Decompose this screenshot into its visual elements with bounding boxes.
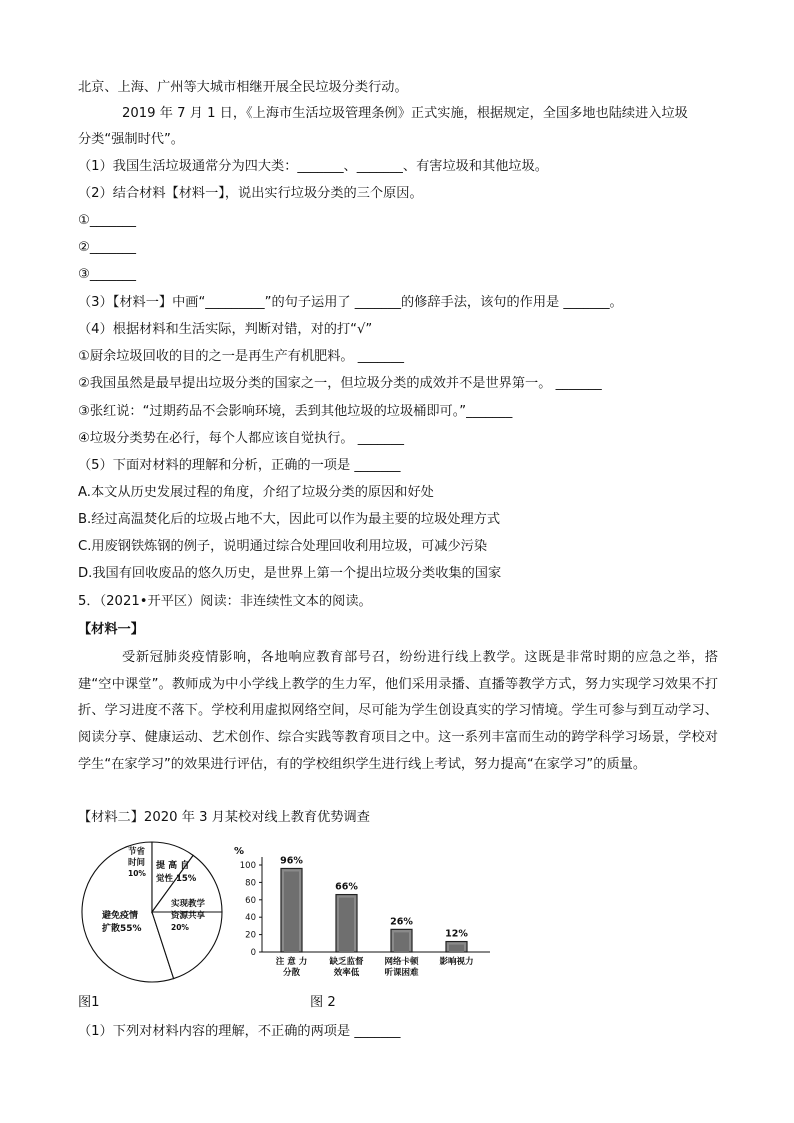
figure-1-caption: 图1: [78, 995, 100, 1010]
answer-blank-1: ①_______: [78, 213, 136, 228]
text-line: 2019 年 7 月 1 日，《上海市生活垃圾管理条例》正式实施，根据规定，全国多地也陆续进入垃圾: [122, 106, 688, 121]
option-c: C.用废钢铁炼钢的例子，说明通过综合处理回收利用垃圾，可减少污染: [78, 539, 488, 554]
material-1-heading: 【材料一】: [78, 622, 144, 637]
option-d: D.我国有回收废品的悠久历史，是世界上第一个提出垃圾分类收集的国家: [78, 566, 502, 581]
category-label: 分散: [282, 968, 301, 978]
question-3: （3）【材料一】中画“_________”的句子运用了 _______的修辞手法，该句的作用是 _______。: [78, 295, 623, 310]
pie-chart: [78, 838, 228, 988]
bar-value-label: 12%: [445, 928, 468, 940]
question-2: （2）结合材料【材料一】，说出实行垃圾分类的三个原因。: [78, 186, 423, 201]
category-label: 效率低: [333, 968, 360, 978]
bar-shade: [284, 871, 299, 952]
bar-chart: [228, 840, 500, 985]
bar-shade: [339, 898, 354, 952]
y-axis-unit: %: [234, 846, 245, 857]
category-label: 网络卡顿: [384, 957, 419, 967]
bar-value-label: 96%: [280, 855, 303, 867]
answer-blank-3: ③_______: [78, 267, 136, 282]
question-1: （1）我国生活垃圾通常分为四大类：_______、_______、有害垃圾和其他垃圾。: [78, 159, 548, 174]
question-4: （4）根据材料和生活实际，判断对错，对的打“√”: [78, 322, 373, 337]
y-tick-label: 80: [245, 878, 256, 889]
slice-label-share-pct: 20%: [171, 923, 189, 932]
figure-2-caption: 图 2: [310, 995, 336, 1010]
judge-item-3: ③张红说：“过期药品不会影响环境，丢到其他垃圾的垃圾桶即可。”_______: [78, 404, 513, 419]
category-label: 缺乏监督: [329, 957, 364, 967]
y-tick-label: 100: [239, 861, 256, 871]
material-1-paragraph: 受新冠肺炎疫情影响，各地响应教育部号召，纷纷进行线上教学。这既是非常时期的应急之举，搭建“空中课堂”。教师成为中小学线上教学的生力军，他们采用录播、直播等教学方式，努力实现学习效果不打折、学习进度不落下。学校利用虚拟网络空间，尽可能为学生创设真实的学习情境。学生可参与到互动学习、阅读分享、健康运动、艺术创作、综合实践等教育项目之中。这一系列丰富而生动的跨学科学习场景，学校对学生“在家学习”的效果进行评估，有的学校组织学生进行线上考试，努力提高“在家学习”的质量。: [78, 650, 718, 772]
judge-item-1: ①厨余垃圾回收的目的之一是再生产有机肥料。 _______: [78, 349, 404, 364]
answer-blank-2: ②_______: [78, 240, 136, 255]
option-b: B.经过高温焚化后的垃圾占地不大，因此可以作为最主要的垃圾处理方式: [78, 512, 501, 527]
category-label: 影响视力: [439, 957, 474, 967]
bar-shade: [394, 932, 409, 952]
judge-item-2: ②我国虽然是最早提出垃圾分类的国家之一，但垃圾分类的成效并不是世界第一。 _______: [78, 376, 602, 391]
slice-label-share: 实现教学: [171, 899, 206, 909]
y-tick-label: 0: [250, 948, 256, 958]
category-label: 听课困难: [384, 968, 419, 978]
slice-label-self: 提 高 自: [156, 861, 190, 871]
option-a: A.本文从历史发展过程的角度，介绍了垃圾分类的原因和好处: [78, 485, 434, 500]
slice-label-save-2: 时间: [128, 858, 146, 868]
question-5: （5）下面对材料的理解和分析，正确的一项是 _______: [78, 458, 401, 473]
bar-value-label: 26%: [390, 916, 413, 928]
slice-label-self-pct: 觉性 15%: [156, 874, 197, 884]
slice-label-avoid-pct: 扩散55%: [102, 924, 142, 934]
slice-label-save-pct: 10%: [128, 869, 146, 878]
y-tick-label: 60: [245, 895, 256, 906]
y-tick-label: 20: [245, 930, 256, 941]
section-5-heading: 5．（2021•开平区）阅读：非连续性文本的阅读。: [78, 594, 372, 609]
slice-label-save: 节省: [128, 847, 146, 857]
slice-label-share-2: 资源共享: [171, 911, 206, 921]
sub-question-1: （1）下列对材料内容的理解，不正确的两项是 _______: [78, 1024, 401, 1039]
y-tick-label: 40: [245, 913, 256, 924]
text-line: 北京、上海、广州等大城市相继开展全民垃圾分类行动。: [78, 80, 408, 95]
slice-label-avoid: 避免疫情: [102, 911, 139, 921]
judge-item-4: ④垃圾分类势在必行，每个人都应该自觉执行。 _______: [78, 431, 404, 446]
bar-value-label: 66%: [335, 881, 358, 893]
text-line: 分类“强制时代”。: [78, 132, 184, 147]
bar-shade: [449, 945, 464, 952]
bar-chart-marks: [240, 855, 490, 978]
category-label: 注 意 力: [275, 957, 308, 967]
material-2-heading: 【材料二】2020 年 3 月某校对线上教育优势调查: [78, 810, 370, 825]
